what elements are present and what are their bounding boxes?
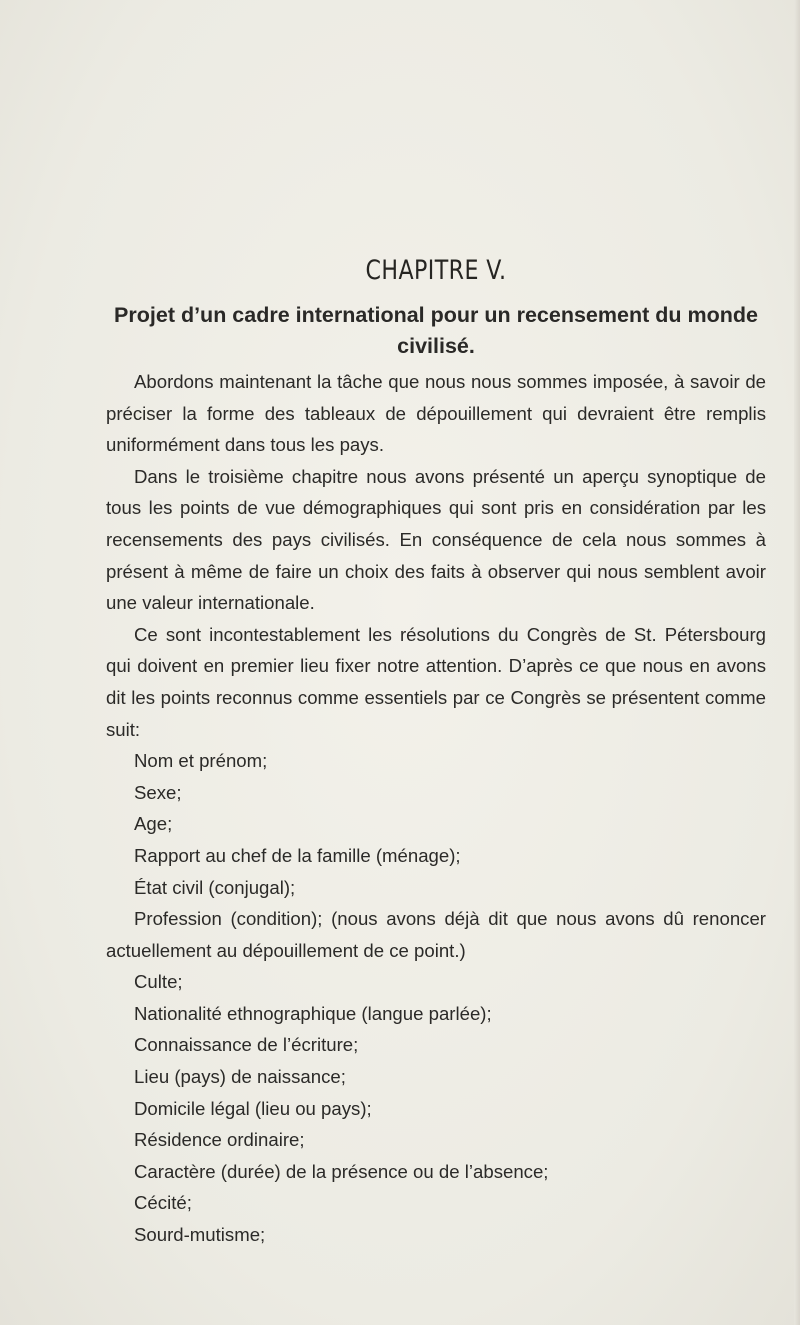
list-item: Nationalité ethnographique (langue parlée); [134,1002,492,1024]
list-item: Culte; [134,971,183,993]
section-title: Projet d’un cadre international pour un recensement du monde civilisé. [114,303,758,358]
list-item: Sourd-mutisme; [134,1224,266,1246]
list-item: Age; [134,813,173,835]
list-item: Connaissance de l’écriture; [134,1034,359,1056]
paragraph-2: Dans le troisième chapitre nous avons présenté un aperçu synoptique de tous les points de vue démographiques qui sont pris en considération par les recensements des pays civilisés. En conséquence de cela nous sommes à présent à même de faire un choix des faits à observer qui nous semblent avoir une valeur internationale. [106,465,766,614]
census-items-list [106,745,766,1251]
list-item: Caractère (durée) de la présence ou de l’absence; [134,1160,549,1182]
chapter-heading: CHAPITRE V. [365,255,507,286]
list-item: Sexe; [134,781,182,803]
text-block [106,255,766,1251]
list-item: Cécité; [134,1192,192,1214]
list-item: Résidence ordinaire; [134,1129,305,1151]
list-item: Rapport au chef de la famille (ménage); [134,844,461,866]
list-item: Profession (condition); (nous avons déjà dit que nous avons dû renoncer actuellement au dépouillement de ce point.) [106,908,766,961]
list-item: Nom et prénom; [134,750,268,772]
list-item: État civil (conjugal); [134,876,296,898]
page-edge-shadow [794,0,800,1325]
list-item: Lieu (pays) de naissance; [134,1066,346,1088]
paragraph-1: Abordons maintenant la tâche que nous nous sommes imposée, à savoir de préciser la forme des tableaux de dépouillement qui devraient être remplis uniformément dans tous les pays. [106,371,766,456]
paragraph-3: Ce sont incontestablement les résolutions du Congrès de St. Pétersbourg qui doivent en premier lieu fixer notre attention. D’après ce que nous en avons dit les points reconnus comme essentiels par ce Congrès se présentent comme suit: [106,623,766,740]
list-item: Domicile légal (lieu ou pays); [134,1097,372,1119]
